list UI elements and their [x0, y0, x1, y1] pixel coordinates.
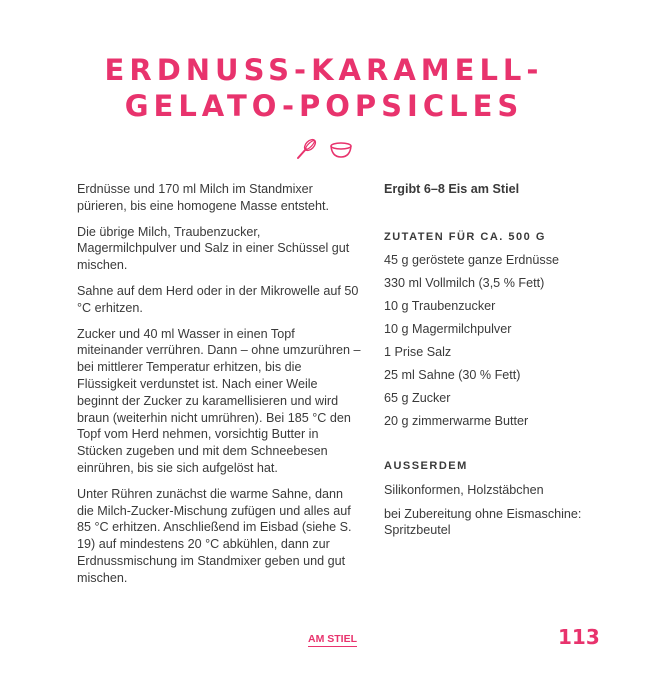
ingredient: 45 g geröstete ganze Erdnüsse [384, 253, 560, 267]
ingredient: 20 g zimmerwarme Butter [384, 414, 529, 428]
recipe-title-line-1: ERDNUSS-KARAMELL- [104, 53, 544, 87]
whisk-icon [295, 138, 317, 160]
instruction-step: Unter Rühren zunächst die warme Sahne, dann die Milch-Zucker-Mischung zufügen und alles auf 85 °C erhitzen. Anschließend im Eisbad (siehe S. 19) auf mindestens 20 °C abkühlen, dann zur Erdnussmischung im Standmixer geben und gut mischen. [77, 486, 352, 585]
page-number: 113 [558, 625, 600, 649]
ingredient: 10 g Traubenzucker [384, 299, 496, 313]
instruction-step: Sahne auf dem Herd oder in der Mikrowelle auf 50 °C erhitzen. [77, 283, 359, 315]
extra-item: Silikonformen, Holzstäbchen [384, 483, 544, 497]
ingredient: 65 g Zucker [384, 391, 451, 405]
ingredient: 10 g Magermilchpulver [384, 322, 512, 336]
ingredient: 1 Prise Salz [384, 345, 452, 359]
extras-heading: AUSSERDEM [384, 460, 468, 472]
extra-item: bei Zubereitung ohne Eismaschine: Spritzbeutel [384, 507, 582, 537]
instruction-step: Erdnüsse und 170 ml Milch im Standmixer pürieren, bis eine homogene Masse entsteht. [77, 182, 330, 213]
recipe-title [0, 52, 648, 124]
recipe-title-line-2: GELATO-POPSICLES [124, 89, 524, 123]
ingredient: 25 ml Sahne (30 % Fett) [384, 368, 521, 382]
section-label: AM STIEL [308, 633, 357, 645]
instruction-step: Zucker und 40 ml Wasser in einen Topf miteinander verrühren. Dann – ohne umzurühren – bei mittlerer Temperatur erhitzen, bis die Flüssigkeit verdunstet ist. Nach einer Weile beginnt der Zucker zu karamellisieren und wird braun (weiterhin nicht umrühren). Bei 185 °C den Topf vom Herd nehmen, vorsichtig Butter in Stücken zugeben und mit dem Schneebesen einrühren, bis sie sich aufgelöst hat. [77, 326, 361, 475]
recipe-icons [0, 138, 648, 160]
bowl-icon [329, 138, 353, 160]
instructions [77, 181, 362, 596]
yield: Ergibt 6–8 Eis am Stiel [384, 182, 520, 196]
ingredients-heading: ZUTATEN FÜR CA. 500 G [384, 231, 546, 243]
ingredient: 330 ml Vollmilch (3,5 % Fett) [384, 276, 545, 290]
ingredients-panel [384, 181, 624, 538]
instruction-step: Die übrige Milch, Traubenzucker, Magermilchpulver und Salz in einer Schüssel gut mischen. [77, 224, 350, 273]
